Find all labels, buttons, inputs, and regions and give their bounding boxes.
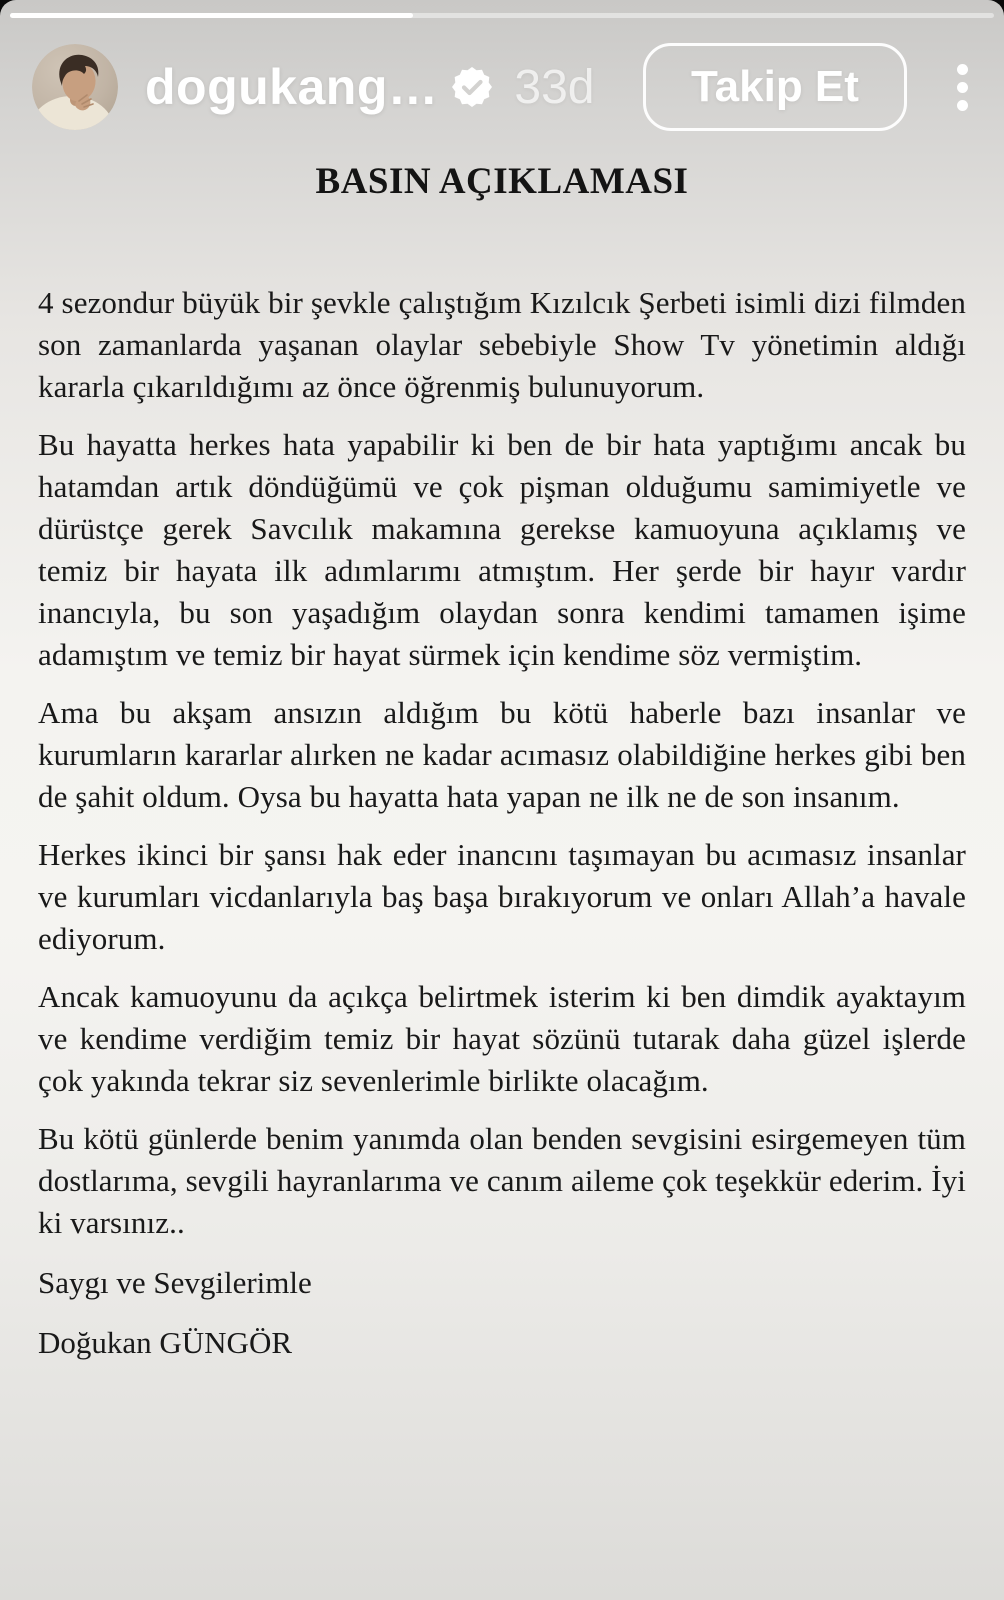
press-statement: [38, 160, 966, 1364]
document-signature: Doğukan GÜNGÖR: [38, 1325, 293, 1360]
follow-button[interactable]: Takip Et: [643, 43, 907, 131]
story-progress-fill: [10, 13, 413, 18]
document-paragraph: Bu kötü günlerde benim yanımda olan benden sevgisini esirgemeyen tüm dostlarıma, sevgili hayranlarıma ve canım aileme çok teşekkür ederim. İyi ki varsınız..: [38, 1121, 966, 1240]
more-options-button[interactable]: [947, 54, 978, 121]
verified-badge-icon: [452, 67, 492, 107]
story-timestamp: 33d: [514, 60, 595, 114]
document-closing: Saygı ve Sevgilerimle: [38, 1265, 312, 1300]
document-paragraph: Ancak kamuoyunu da açıkça belirtmek isterim ki ben dimdik ayaktayım ve kendime verdiğim temiz bir hayat sözünü tutarak daha güzel işlerde çok yakında tekrar siz sevenlerimle birlikte olacağım.: [38, 979, 966, 1098]
three-dot-menu-icon: [957, 82, 968, 93]
document-paragraph: Herkes ikinci bir şansı hak eder inancını taşımayan bu acımasız insanlar ve kurumları vicdanlarıyla baş başa bırakıyorum ve onları Allah’a havale ediyorum.: [38, 837, 966, 956]
document-paragraph: Bu hayatta herkes hata yapabilir ki ben de bir hata yaptığımı ancak bu hatamdan artık döndüğümü ve çok pişman olduğumu samimiyetle ve dürüstçe gerek Savcılık makamına gerekse kamuoyuna açıklamış ve temiz bir hayata ilk adımlarımı atmıştım. Her şerde bir hayır vardır inancıyla, bu son yaşadığım olaydan sonra kendimi tamamen işime adamıştım ve temiz bir hayat sürmek için kendime söz vermiştim.: [38, 427, 966, 672]
document-title: BASIN AÇIKLAMASI: [315, 161, 689, 202]
document-paragraph: 4 sezondur büyük bir şevkle çalıştığım Kızılcık Şerbeti isimli dizi filmden son zamanlarda yaşanan olaylar sebebiyle Show Tv yönetimin aldığı kararla çıkarıldığımı az önce öğrenmiş bulunuyorum.: [38, 285, 966, 404]
three-dot-menu-icon: [957, 100, 968, 111]
story-header: [32, 42, 978, 132]
three-dot-menu-icon: [957, 64, 968, 75]
profile-photo: [32, 44, 118, 130]
username[interactable]: dogukang…: [145, 59, 439, 115]
document-paragraph: Ama bu akşam ansızın aldığım bu kötü haberle bazı insanlar ve kurumların kararlar alırken ne kadar acımasız olabildiğine herkes gibi ben de şahit oldum. Oysa bu hayatta hata yapan ne ilk ne de son insanım.: [38, 695, 966, 814]
avatar[interactable]: [32, 44, 118, 130]
story-progress-bar: [10, 13, 994, 18]
